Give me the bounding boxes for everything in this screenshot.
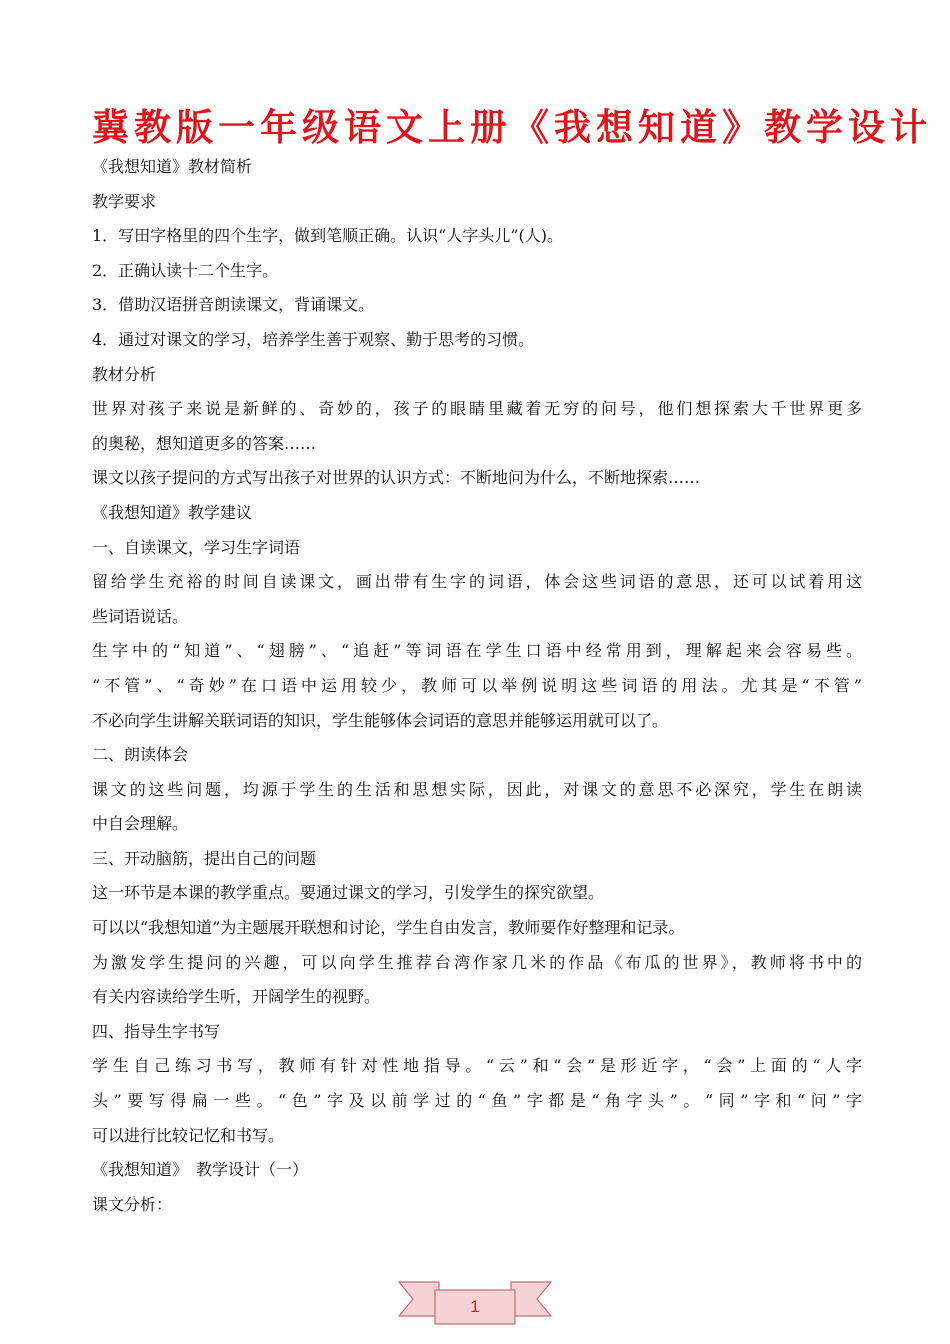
text-line: 有关内容读给学生听，开阔学生的视野。	[92, 987, 381, 1007]
text-line: 生字中的“知道”、“翅膀”、“追赶”等词语在学生口语中经常用到，理解起来会容易些。	[92, 641, 862, 661]
section-heading: 二、朗读体会	[92, 745, 189, 765]
section-heading: 《我想知道》教材简析	[92, 157, 253, 176]
text-line: 课文的这些问题，均源于学生的生活和思想实际，因此，对课文的意思不必深究，学生在朗读	[92, 779, 862, 799]
text-line: 留给学生充裕的时间自读课文，画出带有生字的词语，体会这些词语的意思，还可以试着用这	[92, 572, 862, 592]
text-line: 世界对孩子来说是新鲜的、奇妙的，孩子的眼睛里藏着无穷的问号，他们想探索大千世界更多	[92, 399, 862, 419]
section-heading: 《我想知道》教学建议	[92, 502, 253, 522]
text-line: 课文以孩子提问的方式写出孩子对世界的认识方式：不断地问为什么，不断地探索……	[92, 468, 701, 488]
text-line: 这一环节是本课的教学重点。要通过课文的学习，引发学生的探究欲望。	[92, 883, 605, 903]
text-line: 不必向学生讲解关联词语的知识，学生能够体会词语的意思并能够运用就可以了。	[92, 710, 669, 730]
text-line: 1．写田字格里的四个生字，做到笔顺正确。认识“人字头儿”(人)。	[92, 226, 564, 246]
text-line: 为激发学生提问的兴趣，可以向学生推荐台湾作家几米的作品《布瓜的世界》，教师将书中的	[92, 952, 862, 972]
text-line: 可以进行比较记忆和书写。	[92, 1125, 285, 1145]
page-number: 1	[470, 1297, 480, 1316]
text-line: 2．正确认读十二个生字。	[92, 260, 279, 280]
text-line: 可以以“我想知道”为主题展开联想和讨论，学生自由发言，教师要作好整理和记录。	[92, 918, 685, 938]
section-heading: 四、指导生字书写	[92, 1021, 221, 1041]
section-heading: 教学要求	[92, 191, 157, 211]
section-heading: 教材分析	[92, 364, 157, 384]
section-heading: 《我想知道》 教学设计（一）	[92, 1160, 309, 1180]
document-title: 冀教版一年级语文上册《我想知道》教学设计	[92, 106, 932, 149]
page-footer	[395, 1268, 555, 1334]
document-body	[92, 150, 862, 1222]
section-heading: 三、开动脑筋，提出自己的问题	[92, 848, 317, 868]
text-line: 课文分析：	[92, 1194, 173, 1214]
text-line: 4．通过对课文的学习，培养学生善于观察、勤于思考的习惯。	[92, 329, 535, 349]
text-line: 3．借助汉语拼音朗读课文，背诵课文。	[92, 295, 375, 315]
text-line: 学生自己练习书写，教师有针对性地指导。“云”和“会”是形近字，“会”上面的“人字	[92, 1056, 862, 1076]
text-line: 的奥秘，想知道更多的答案……	[92, 433, 317, 453]
text-line: “不管”、“奇妙”在口语中运用较少，教师可以举例说明这些词语的用法。尤其是“不管”	[92, 675, 862, 695]
section-heading: 一、自读课文，学习生字词语	[92, 537, 301, 557]
text-line: 些词语说话。	[92, 606, 189, 626]
text-line: 头”要写得扁一些。“色”字及以前学过的“鱼”字都是“角字头”。“同”字和“问”字	[92, 1091, 862, 1111]
text-line: 中自会理解。	[92, 814, 189, 834]
